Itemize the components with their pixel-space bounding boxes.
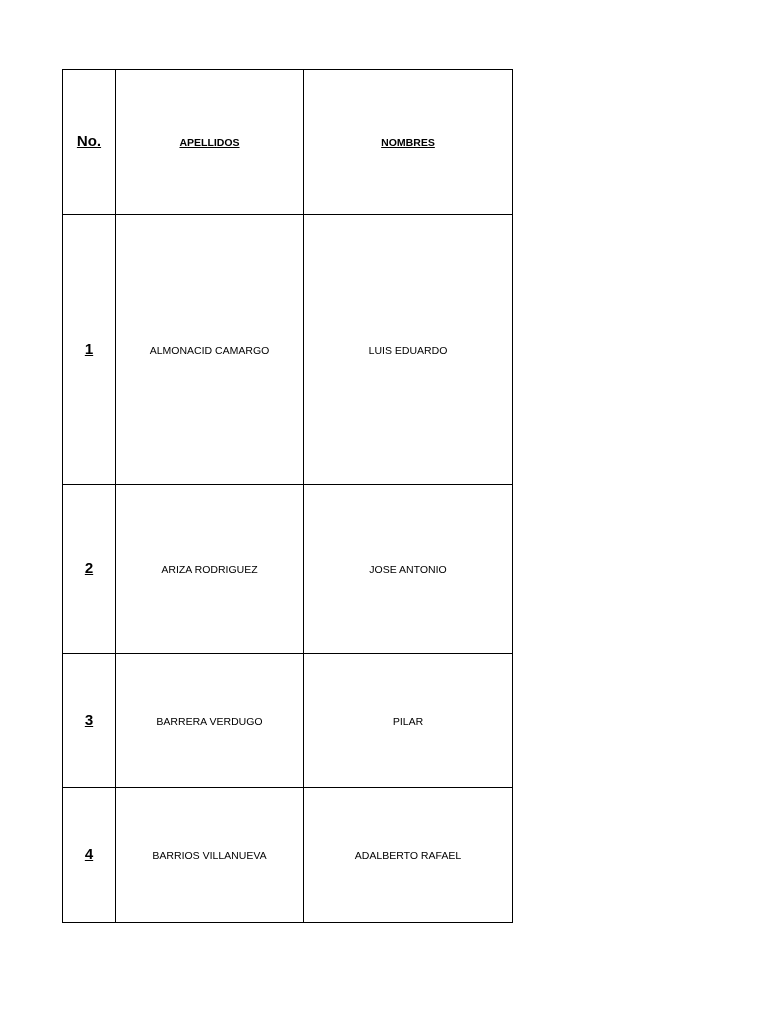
row-number: 2 [84,560,94,577]
header-nombres-label: NOMBRES [381,137,435,149]
cell-nombres [304,215,513,485]
cell-apellidos [116,788,304,923]
cell-nombres [304,654,513,788]
header-nombres [304,70,513,215]
cell-nombres [304,788,513,923]
row-number: 4 [84,846,94,863]
header-no-label: No. [76,133,102,150]
header-no [63,70,116,215]
header-row [63,70,513,215]
row-nombres: ADALBERTO RAFAEL [354,850,462,862]
table-row [63,788,513,923]
cell-apellidos [116,654,304,788]
table-row [63,654,513,788]
row-number: 1 [84,340,94,358]
cell-apellidos [116,485,304,654]
names-table [62,69,513,923]
cell-no [63,654,116,788]
row-nombres: PILAR [392,715,424,728]
cell-apellidos [116,215,304,485]
row-apellidos: BARRERA VERDUGO [156,715,263,728]
row-apellidos: BARRIOS VILLANUEVA [152,850,267,862]
cell-nombres [304,485,513,654]
header-apellidos [116,70,304,215]
cell-no [63,485,116,654]
cell-no [63,215,116,485]
table-row [63,485,513,654]
row-apellidos: ALMONACID CAMARGO [149,344,270,357]
cell-no [63,788,116,923]
row-number: 3 [84,711,94,729]
table-row [63,215,513,485]
row-nombres: JOSE ANTONIO [369,564,447,576]
row-apellidos: ARIZA RODRIGUEZ [161,564,258,576]
header-apellidos-label: APELLIDOS [179,137,240,149]
row-nombres: LUIS EDUARDO [368,344,448,357]
